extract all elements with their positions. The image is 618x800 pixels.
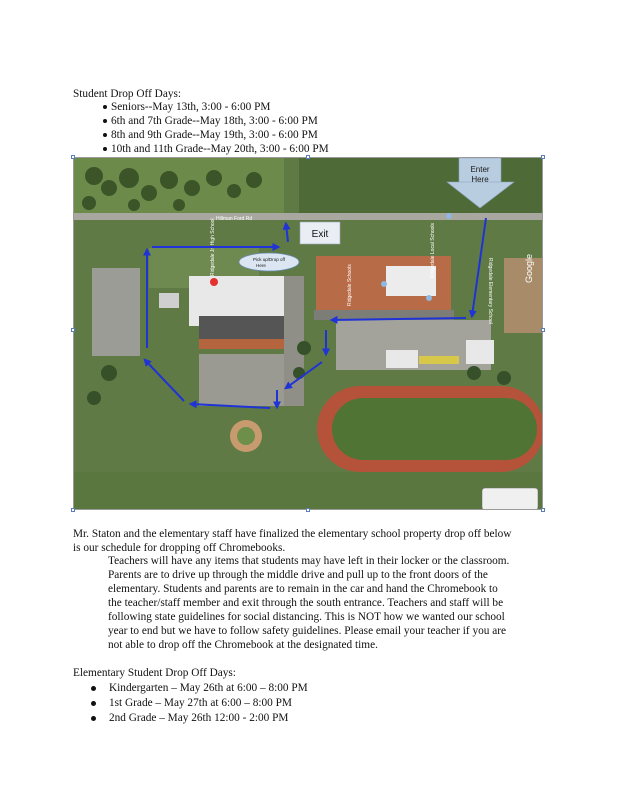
google-label: Google: [524, 253, 534, 283]
list-item-text: 1st Grade – May 27th at 6:00 – 8:00 PM: [109, 697, 292, 709]
resize-handle[interactable]: [71, 328, 75, 332]
resize-handle[interactable]: [541, 328, 545, 332]
map-inset-box: [482, 488, 538, 510]
instructions-line: the teacher/staff member and exit through the south entrance. Teachers and staff will be: [108, 597, 504, 609]
bullet-icon: [103, 119, 107, 123]
list-item: [91, 696, 292, 710]
road: [74, 213, 543, 220]
pickup-label-line1: Pick up/Drop off: [253, 257, 285, 262]
enter-label-line2: Here: [471, 175, 489, 184]
instructions-line: not able to drop off the Chromebook at the designated time.: [108, 639, 378, 651]
list-item-text: Kindergarten – May 26th at 6:00 – 8:00 PM: [109, 682, 308, 694]
bullet-icon: [103, 147, 107, 151]
list-item: [103, 114, 318, 128]
pin-icon: [426, 295, 432, 301]
list-item-text: 6th and 7th Grade--May 18th, 3:00 - 6:00 PM: [111, 115, 318, 127]
campus-map-image[interactable]: [73, 157, 543, 510]
exit-label: Exit: [311, 229, 329, 240]
bullet-icon: [103, 105, 107, 109]
list-item: [103, 128, 318, 142]
intro-line: Mr. Staton and the elementary staff have finalized the elementary school property drop off below: [73, 528, 512, 540]
resize-handle[interactable]: [306, 508, 310, 512]
list-item-text: 10th and 11th Grade--May 20th, 3:00 - 6:00 PM: [111, 143, 329, 155]
location-marker-icon: [210, 278, 218, 286]
list-item-text: Seniors--May 13th, 3:00 - 6:00 PM: [111, 101, 271, 113]
instructions-line: year to end but we have to follow safety guidelines. Please email your teacher if you are: [108, 625, 507, 637]
south-parking-lot: [199, 354, 284, 406]
instructions-line: Teachers will have any items that students may have left in their locker or the classroom.: [108, 555, 510, 567]
list-item: [103, 142, 329, 156]
campus-map-drawing: [74, 158, 543, 510]
parking-lot: [92, 268, 140, 356]
elementary-drop-off-heading: Elementary Student Drop Off Days:: [73, 667, 236, 679]
instructions-paragraph: [108, 554, 548, 652]
student-drop-off-heading: Student Drop Off Days:: [73, 88, 182, 100]
list-item: [91, 711, 289, 725]
road-label: Hillman Ford Rd: [216, 216, 253, 222]
school-label: Ridgedale Elementary School: [487, 258, 493, 324]
pin-icon: [446, 213, 452, 219]
resize-handle[interactable]: [541, 155, 545, 159]
list-item-text: 8th and 9th Grade--May 19th, 3:00 - 6:00 PM: [111, 129, 318, 141]
list-item: [91, 681, 308, 695]
intro-line: is our schedule for dropping off Chromebooks.: [73, 542, 286, 554]
bullet-icon: [91, 716, 96, 721]
school-label: Ridgedale Local Schools: [430, 222, 436, 278]
pickup-callout: [239, 253, 299, 271]
resize-handle[interactable]: [71, 508, 75, 512]
instructions-line: elementary. Students and parents are to remain in the car and hand the Chromebook to: [108, 583, 498, 595]
bullet-icon: [91, 701, 96, 706]
school-label: Ridgedale Jr. High School: [210, 218, 216, 276]
bullet-icon: [91, 686, 96, 691]
resize-handle[interactable]: [71, 155, 75, 159]
list-item-text: 2nd Grade – May 26th 12:00 - 2:00 PM: [109, 712, 289, 724]
instructions-line: following state guidelines for social distancing. This is NOT how we wanted our school: [108, 611, 505, 623]
list-item: [103, 100, 270, 114]
resize-handle[interactable]: [541, 508, 545, 512]
enter-label-line1: Enter: [470, 165, 490, 174]
school-label: Ridgedale Schools: [347, 264, 353, 306]
bullet-icon: [103, 133, 107, 137]
instructions-line: Parents are to drive up through the middle drive and pull up to the front doors of the: [108, 569, 488, 581]
resize-handle[interactable]: [306, 155, 310, 159]
pickup-label-line2: Here: [256, 263, 266, 268]
pin-icon: [381, 281, 387, 287]
